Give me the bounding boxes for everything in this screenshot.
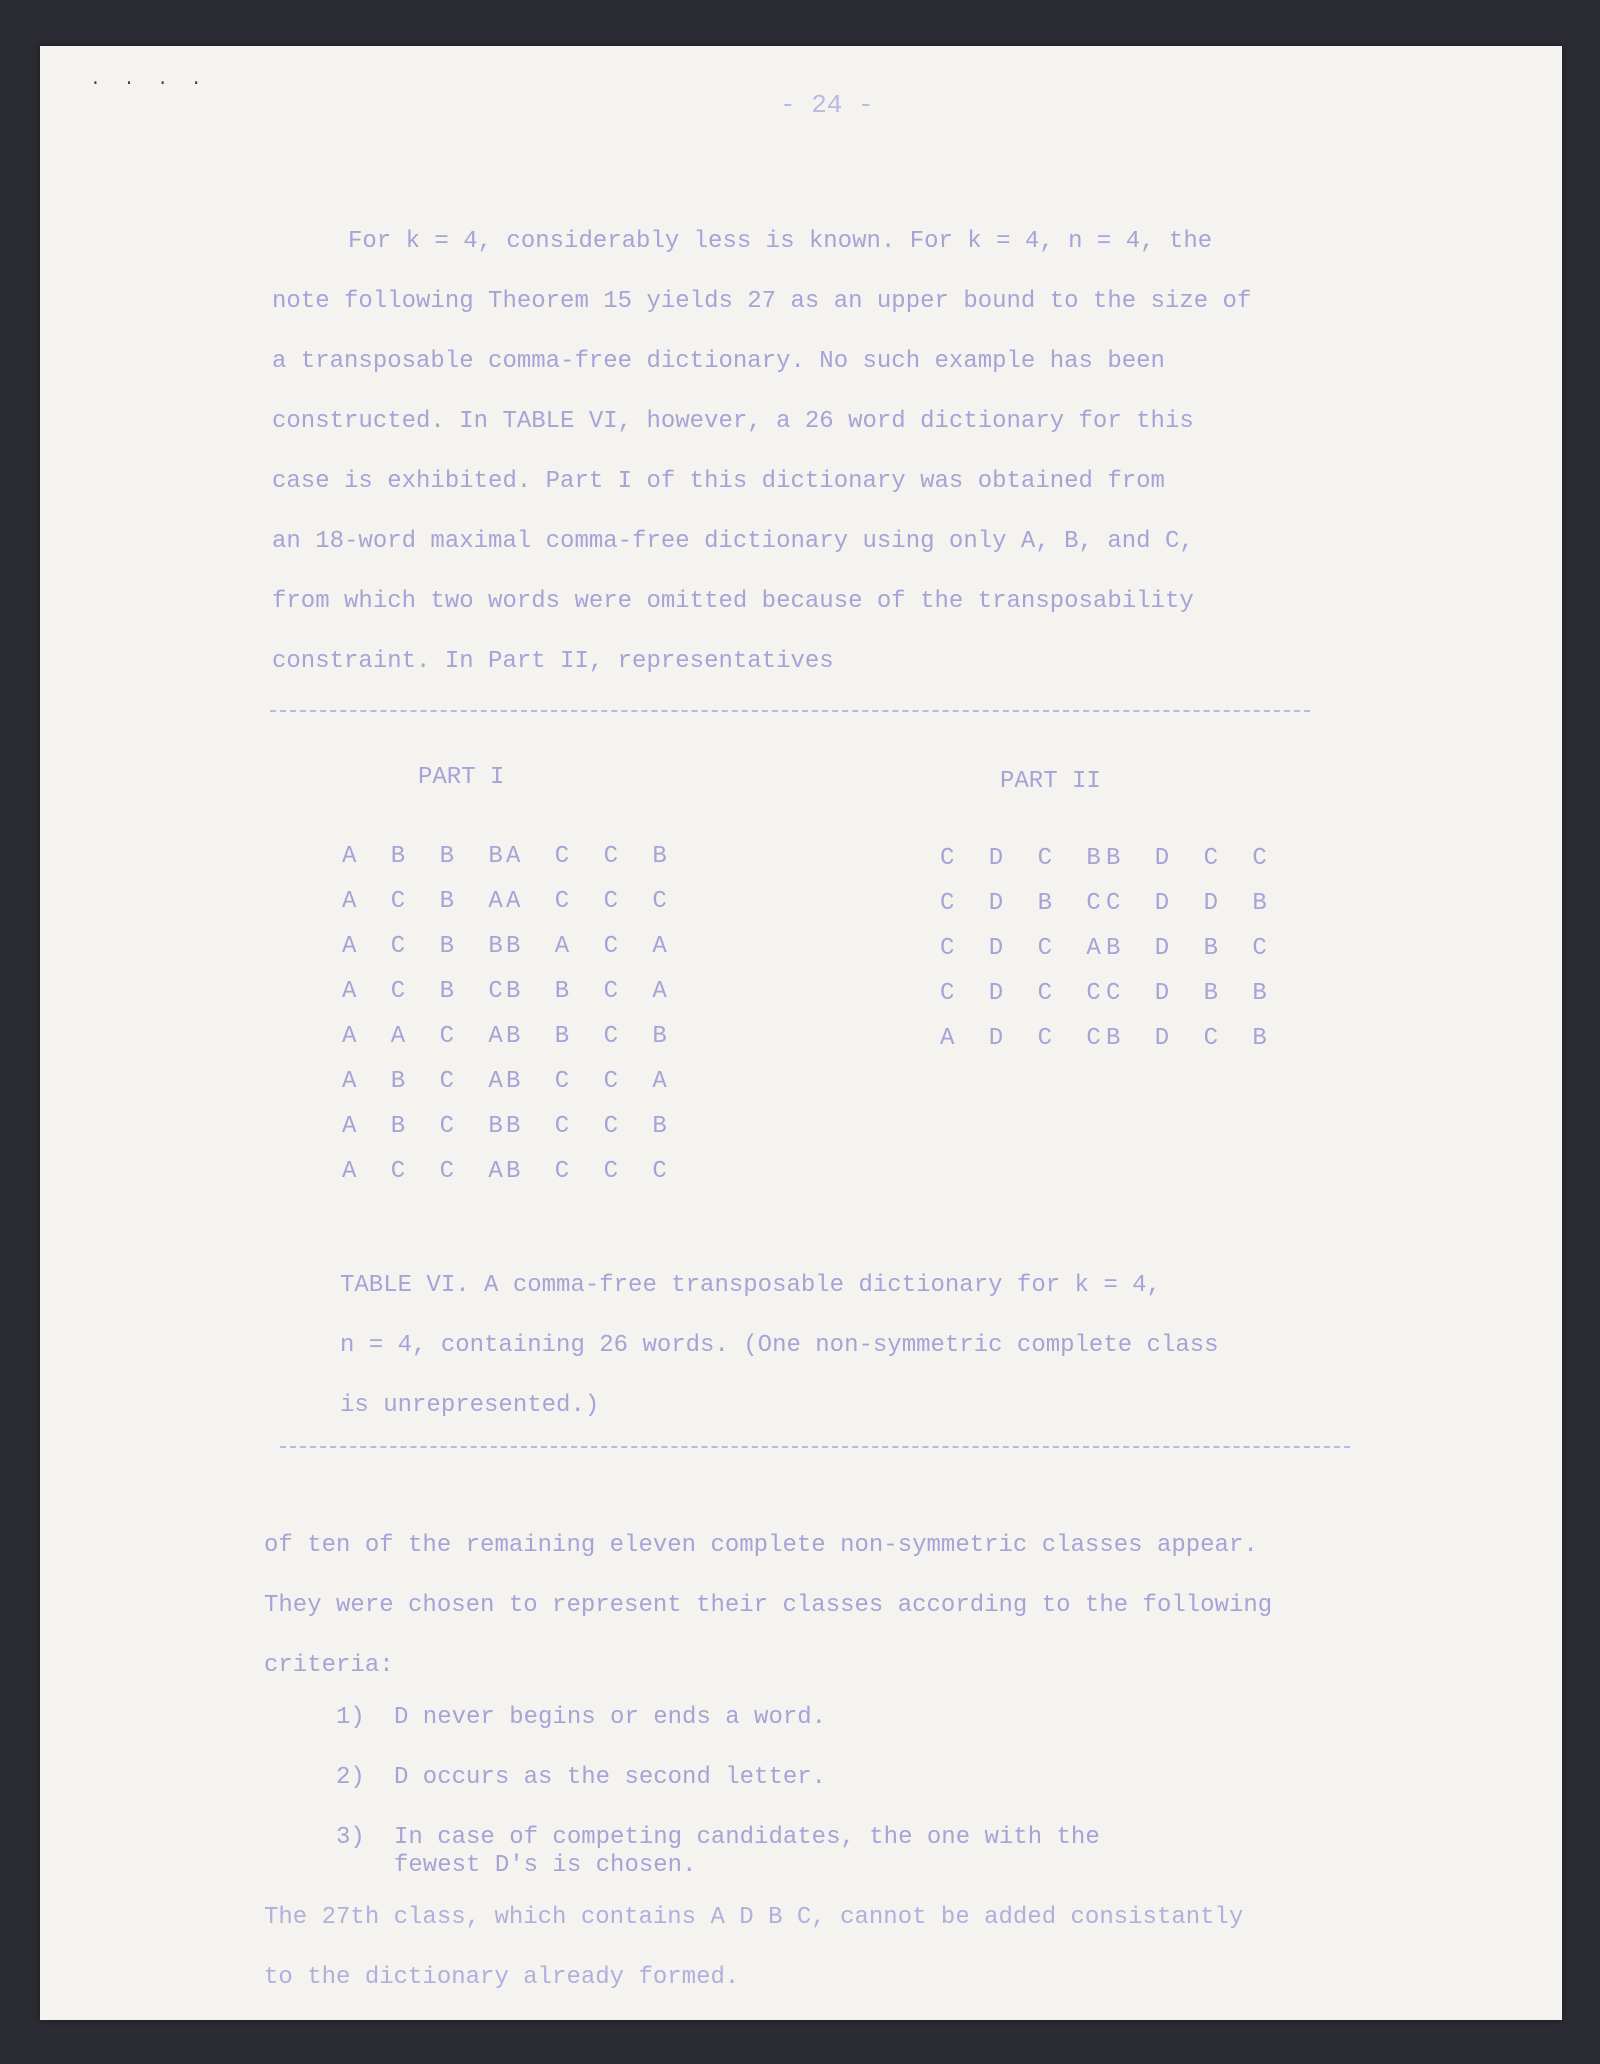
table-word: B D C B [1106,1025,1277,1052]
text-line: criteria: [264,1652,394,1679]
list-number: 1) [336,1704,365,1731]
table-word: C D B C [940,890,1111,917]
text-line: from which two words were omitted because of the transposability [272,588,1194,615]
table-word: A C C A [342,1158,513,1185]
text-line: an 18-word maximal comma-free dictionary using only A, B, and C, [272,528,1194,555]
table-word: B A C A [506,933,677,960]
list-number: 2) [336,1764,365,1791]
table-word: B D B C [1106,935,1277,962]
text-line: TABLE VI. A comma-free transposable dictionary for k = 4, [340,1272,1161,1299]
list-text: D never begins or ends a word. [394,1704,827,1731]
table-top-rule [270,710,1310,712]
text-line: of ten of the remaining eleven complete non-symmetric classes appear. [264,1532,1258,1559]
part2-heading: PART II [1000,768,1101,795]
part1-column-1 [342,834,513,1194]
table-word: B C C B [506,1113,677,1140]
table-word: C D C A [940,935,1111,962]
part2-column-1 [940,836,1111,1061]
list-number: 3) [336,1824,365,1851]
table-word: A C C B [506,843,677,870]
text-line: n = 4, containing 26 words. (One non-symmetric complete class [340,1332,1219,1359]
table-word: A B C B [342,1113,513,1140]
intro-paragraph [272,212,1251,692]
table-word: B D C C [1106,845,1277,872]
text-line: a transposable comma-free dictionary. No such example has been [272,348,1165,375]
document-page [40,46,1562,2020]
table-word: C D D B [1106,890,1277,917]
part2-column-2 [1106,836,1277,1061]
text-line: The 27th class, which contains A D B C, cannot be added consistantly [264,1904,1244,1931]
text-line: For k = 4, considerably less is known. For k = 4, n = 4, the [348,228,1213,255]
closing-paragraph [264,1888,1243,2008]
list-text: D occurs as the second letter. [394,1764,827,1791]
table-word: B C C C [506,1158,677,1185]
page-number: - 24 - [780,90,874,120]
text-line: case is exhibited. Part I of this dictionary was obtained from [272,468,1165,495]
table-word: B B C A [506,978,677,1005]
table-word: A C B A [342,888,513,915]
table-caption [340,1256,1219,1436]
margin-marks: · · · · [90,74,208,94]
table-word: B C C A [506,1068,677,1095]
text-line: is unrepresented.) [340,1392,600,1419]
table-word: A C C C [506,888,677,915]
continuation-paragraph [264,1516,1272,1696]
table-word: C D C B [940,845,1111,872]
text-line: to the dictionary already formed. [264,1964,740,1991]
table-word: C D B B [1106,980,1277,1007]
text-line: constructed. In TABLE VI, however, a 26 word dictionary for this [272,408,1194,435]
table-word: C D C C [940,980,1111,1007]
table-word: A C B B [342,933,513,960]
list-text: In case of competing candidates, the one with the fewest D's is chosen. [394,1824,1100,1879]
text-line: They were chosen to represent their classes according to the following [264,1592,1273,1619]
text-line: note following Theorem 15 yields 27 as an upper bound to the size of [272,288,1252,315]
part1-column-2 [506,834,677,1194]
table-bottom-rule [280,1446,1350,1448]
text-line: constraint. In Part II, representatives [272,648,834,675]
part1-heading: PART I [418,764,505,791]
table-word: A B B B [342,843,513,870]
table-word: A A C A [342,1023,513,1050]
table-word: A D C C [940,1025,1111,1052]
table-word: A C B C [342,978,513,1005]
table-word: A B C A [342,1068,513,1095]
table-word: B B C B [506,1023,677,1050]
